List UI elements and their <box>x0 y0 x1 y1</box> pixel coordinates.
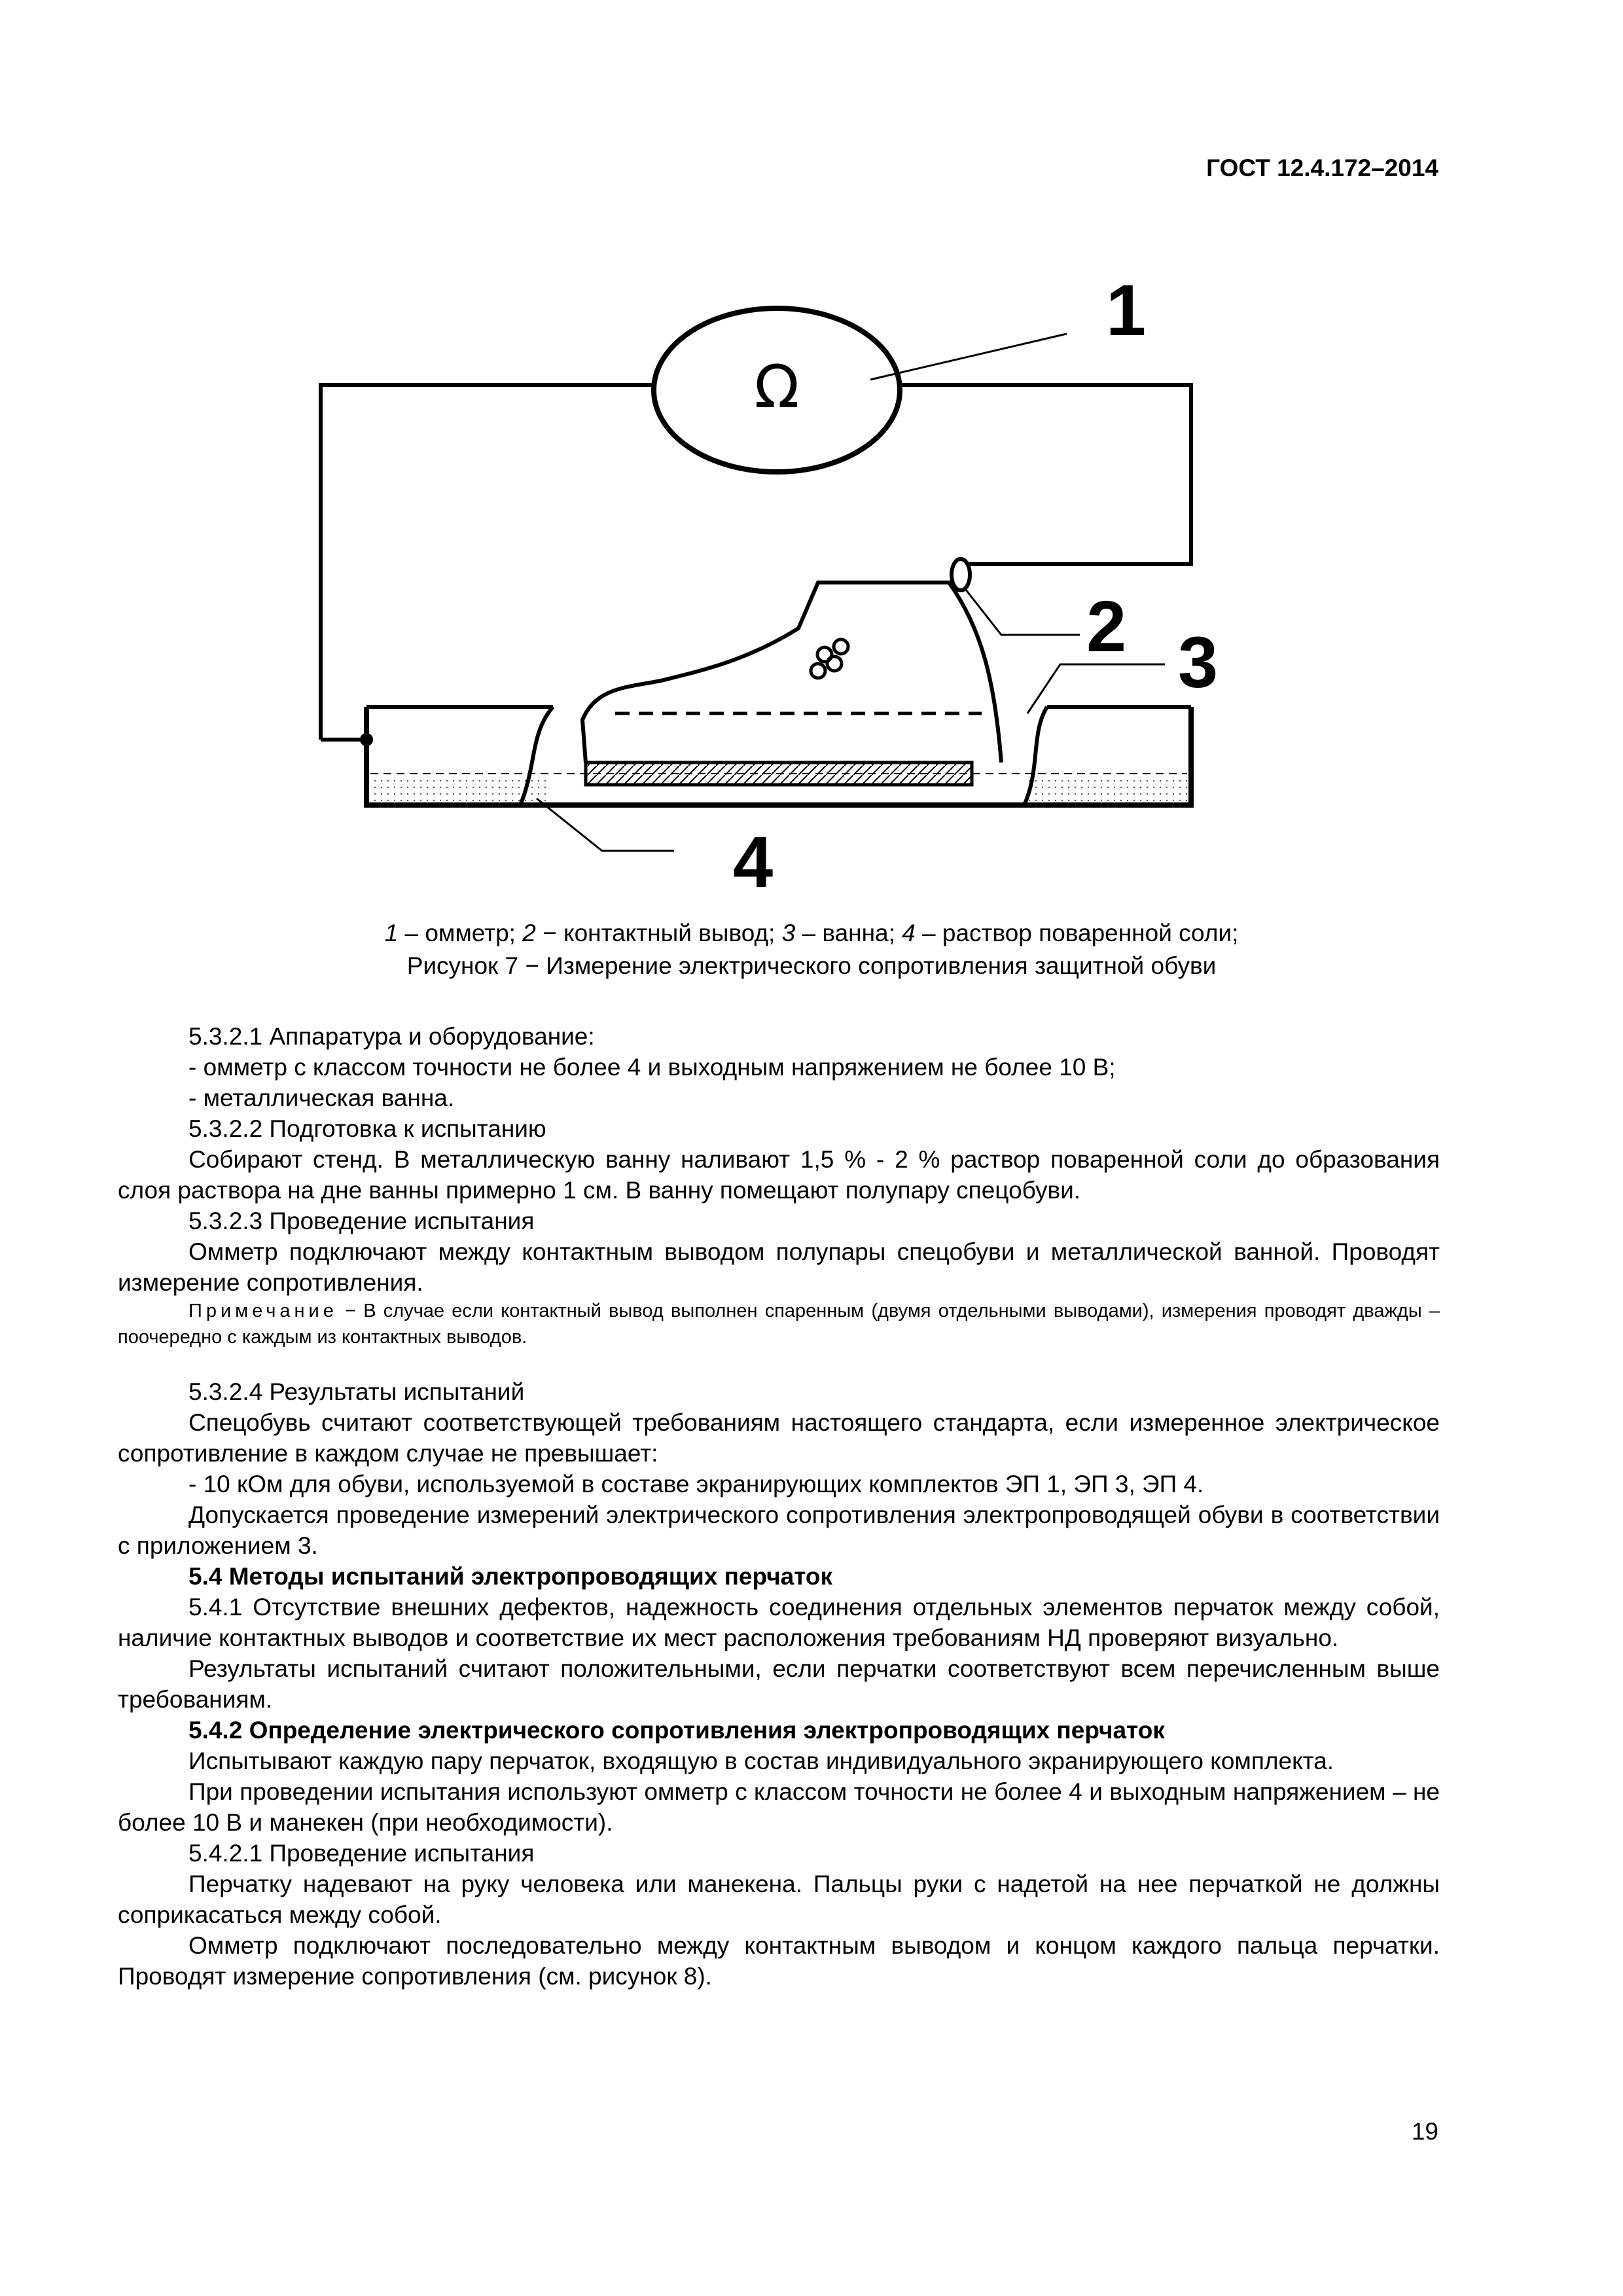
paragraph: 5.4.1 Отсутствие внешних дефектов, надежность соединения отдельных элементов перчаток между собой, наличие контактных выводов и соответствие их мест расположения требованиям НД проверяют визуально. <box>118 1594 1440 1651</box>
legend-text: – омметр; <box>398 920 523 946</box>
note-label: Примечание <box>188 1300 338 1321</box>
section-heading: 5.4.2 Определение электрического сопротивления электропроводящих перчаток <box>188 1717 1165 1744</box>
contact-terminal <box>952 559 970 590</box>
paragraph: - металлическая ванна. <box>188 1085 455 1111</box>
paragraph: - 10 кОм для обуви, используемой в составе экранирующих комплектов ЭП 1, ЭП 3, ЭП 4. <box>188 1471 1204 1498</box>
paragraph: Перчатку надевают на руку человека или манекена. Пальцы руки с надетой на нее перчаткой не должны соприкасаться между собой. <box>118 1871 1440 1928</box>
shoe-outline <box>582 583 1001 762</box>
paragraph: 5.3.2.2 Подготовка к испытанию <box>188 1115 546 1142</box>
ohm-symbol: Ω <box>754 353 800 422</box>
section-heading: 5.4 Методы испытаний электропроводящих перчаток <box>188 1563 833 1590</box>
paragraph: Собирают стенд. В металлическую ванну наливают 1,5 % - 2 % раствор поваренной соли до образования слоя раствора на дне ванны примерно 1 см. В ванну помещают полупару спецобуви. <box>118 1146 1440 1204</box>
legend-num: 4 <box>902 920 916 946</box>
paragraph: Допускается проведение измерений электрического сопротивления электропроводящей обуви в соответствии с приложением 3. <box>118 1501 1440 1559</box>
legend-num: 1 <box>384 920 399 946</box>
label-1: 1 <box>1106 270 1147 351</box>
paragraph: Спецобувь считают соответствующей требованиям настоящего стандарта, если измеренное электрическое сопротивление в каждом случае не превышает: <box>118 1409 1440 1467</box>
paragraph: 5.3.2.1 Аппаратура и оборудование: <box>188 1023 595 1050</box>
paragraph: 5.3.2.3 Проведение испытания <box>188 1208 535 1234</box>
label-4: 4 <box>733 822 774 903</box>
circuit-diagram <box>294 262 1342 916</box>
paragraph: Испытывают каждую пару перчаток, входящую в состав индивидуального экранирующего комплекта. <box>188 1748 1334 1774</box>
page-number: 19 <box>1411 2118 1438 2145</box>
legend-text: – ванна; <box>795 920 902 946</box>
label-2: 2 <box>1086 586 1127 667</box>
paragraph: Омметр подключают последовательно между контактным выводом и концом каждого пальца перчатки. Проводят измерение сопротивления (см. рисунок 8). <box>118 1932 1440 1990</box>
figure-7-diagram <box>294 262 1342 916</box>
wire-left <box>321 385 654 740</box>
paragraph: Результаты испытаний считают положительными, если перчатки соответствуют всем перечисленным выше требованиям. <box>118 1655 1440 1713</box>
body-text <box>118 1021 1440 1992</box>
paragraph: При проведении испытания используют омметр с классом точности не более 4 и выходным напряжением – не более 10 В и манекен (при необходимости). <box>118 1778 1440 1836</box>
note-text: − В случае если контактный вывод выполнен спаренным (двумя отдельными выводами), измерения проводят дважды – поочередно с каждым из контактных выводов. <box>118 1300 1440 1348</box>
paragraph: Омметр подключают между контактным выводом полупары спецобуви и металлической ванной. Проводят измерение сопротивления. <box>118 1238 1440 1296</box>
legend-num: 3 <box>781 920 796 946</box>
paragraph: 5.3.2.4 Результаты испытаний <box>188 1378 525 1405</box>
legend-text: – раствор поваренной соли; <box>915 920 1239 946</box>
figure-legend <box>118 918 1505 949</box>
paragraph: 5.4.2.1 Проведение испытания <box>188 1840 535 1867</box>
salt-solution-right <box>1027 776 1187 802</box>
note <box>118 1298 1440 1350</box>
wire-right <box>900 385 1191 564</box>
paragraph: - омметр с классом точности не более 4 и выходным напряжением не более 10 В; <box>188 1054 1116 1081</box>
salt-solution-left <box>370 776 547 802</box>
document-id: ГОСТ 12.4.172–2014 <box>1206 154 1438 181</box>
shoe-sole-plate <box>586 762 972 785</box>
legend-num: 2 <box>522 920 536 946</box>
label-3: 3 <box>1178 622 1219 703</box>
legend-text: − контактный вывод; <box>535 920 782 946</box>
shoe-laces <box>811 639 848 678</box>
figure-caption: Рисунок 7 − Измерение электрического сопротивления защитной обуви <box>406 952 1217 979</box>
